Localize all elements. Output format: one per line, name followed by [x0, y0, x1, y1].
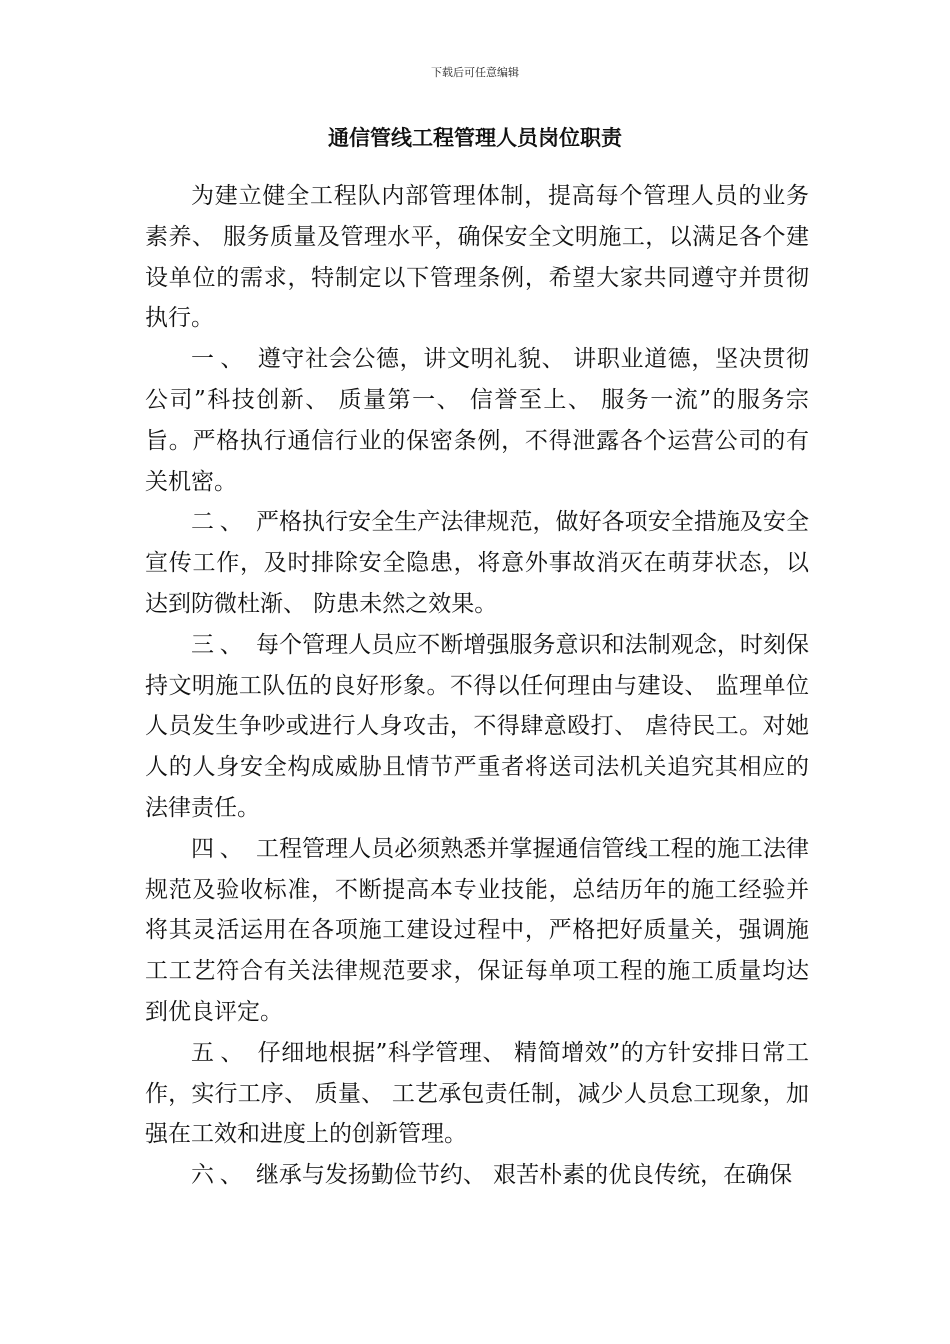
header-note: 下载后可任意编辑 [431, 66, 519, 79]
item-paragraph-6 [145, 1155, 809, 1196]
item-number: 六、 [191, 1162, 249, 1189]
item-number: 一、 [191, 346, 250, 373]
intro-paragraph: 为建立健全工程队内部管理体制，提高每个管理人员的业务素养、 服务质量及管理水平，确保安全文明施工，以满足各个建设单位的需求，特制定以下管理条例，希望大家共同遵守并贯彻执行。 [145, 183, 809, 332]
item-text: 仔细地根据”科学管理、 精简增效”的方针安排日常工作，实行工序、 质量、 工艺承包责任制，减少人员怠工现象，加强在工效和进度上的创新管理。 [145, 1039, 810, 1148]
item-number: 五、 [191, 1039, 250, 1066]
item-text: 每个管理人员应不断增强服务意识和法制观念，时刻保持文明施工队伍的良好形象。不得以任何理由与建设、 监理单位人员发生争吵或进行人身攻击，不得肆意殴打、 虐待民工。对她人的人身安全构成威胁且情节严重者将送司法机关追究其相应的法律责任。 [145, 631, 810, 821]
page-title: 通信管线工程管理人员岗位职责 [328, 125, 622, 150]
item-paragraph-1 [145, 339, 809, 502]
item-number: 二、 [191, 509, 249, 536]
item-text: 遵守社会公德，讲文明礼貌、 讲职业道德，坚决贯彻公司”科技创新、 质量第一、 信誉至上、 服务一流”的服务宗旨。严格执行通信行业的保密条例，不得泄露各个运营公司的有关机密。 [145, 346, 810, 495]
item-paragraph-3 [145, 625, 809, 829]
item-number: 三、 [191, 631, 249, 658]
item-paragraph-5 [145, 1033, 809, 1155]
item-paragraph-4 [145, 829, 809, 1033]
item-text: 工程管理人员必须熟悉并掌握通信管线工程的施工法律规范及验收标准，不断提高本专业技能，总结历年的施工经验并将其灵活运用在各项施工建设过程中，严格把好质量关，强调施工工艺符合有关法律规范要求，保证每单项工程的施工质量均达到优良评定。 [145, 835, 810, 1025]
item-text: 继承与发扬勤俭节约、 艰苦朴素的优良传统，在确保 [255, 1162, 793, 1189]
item-text: 严格执行安全生产法律规范，做好各项安全措施及安全宣传工作，及时排除安全隐患，将意外事故消灭在萌芽状态，以达到防微杜渐、 防患未然之效果。 [145, 509, 810, 617]
item-paragraph-2 [145, 502, 809, 624]
document-body [145, 176, 809, 1196]
item-number: 四、 [191, 835, 249, 862]
